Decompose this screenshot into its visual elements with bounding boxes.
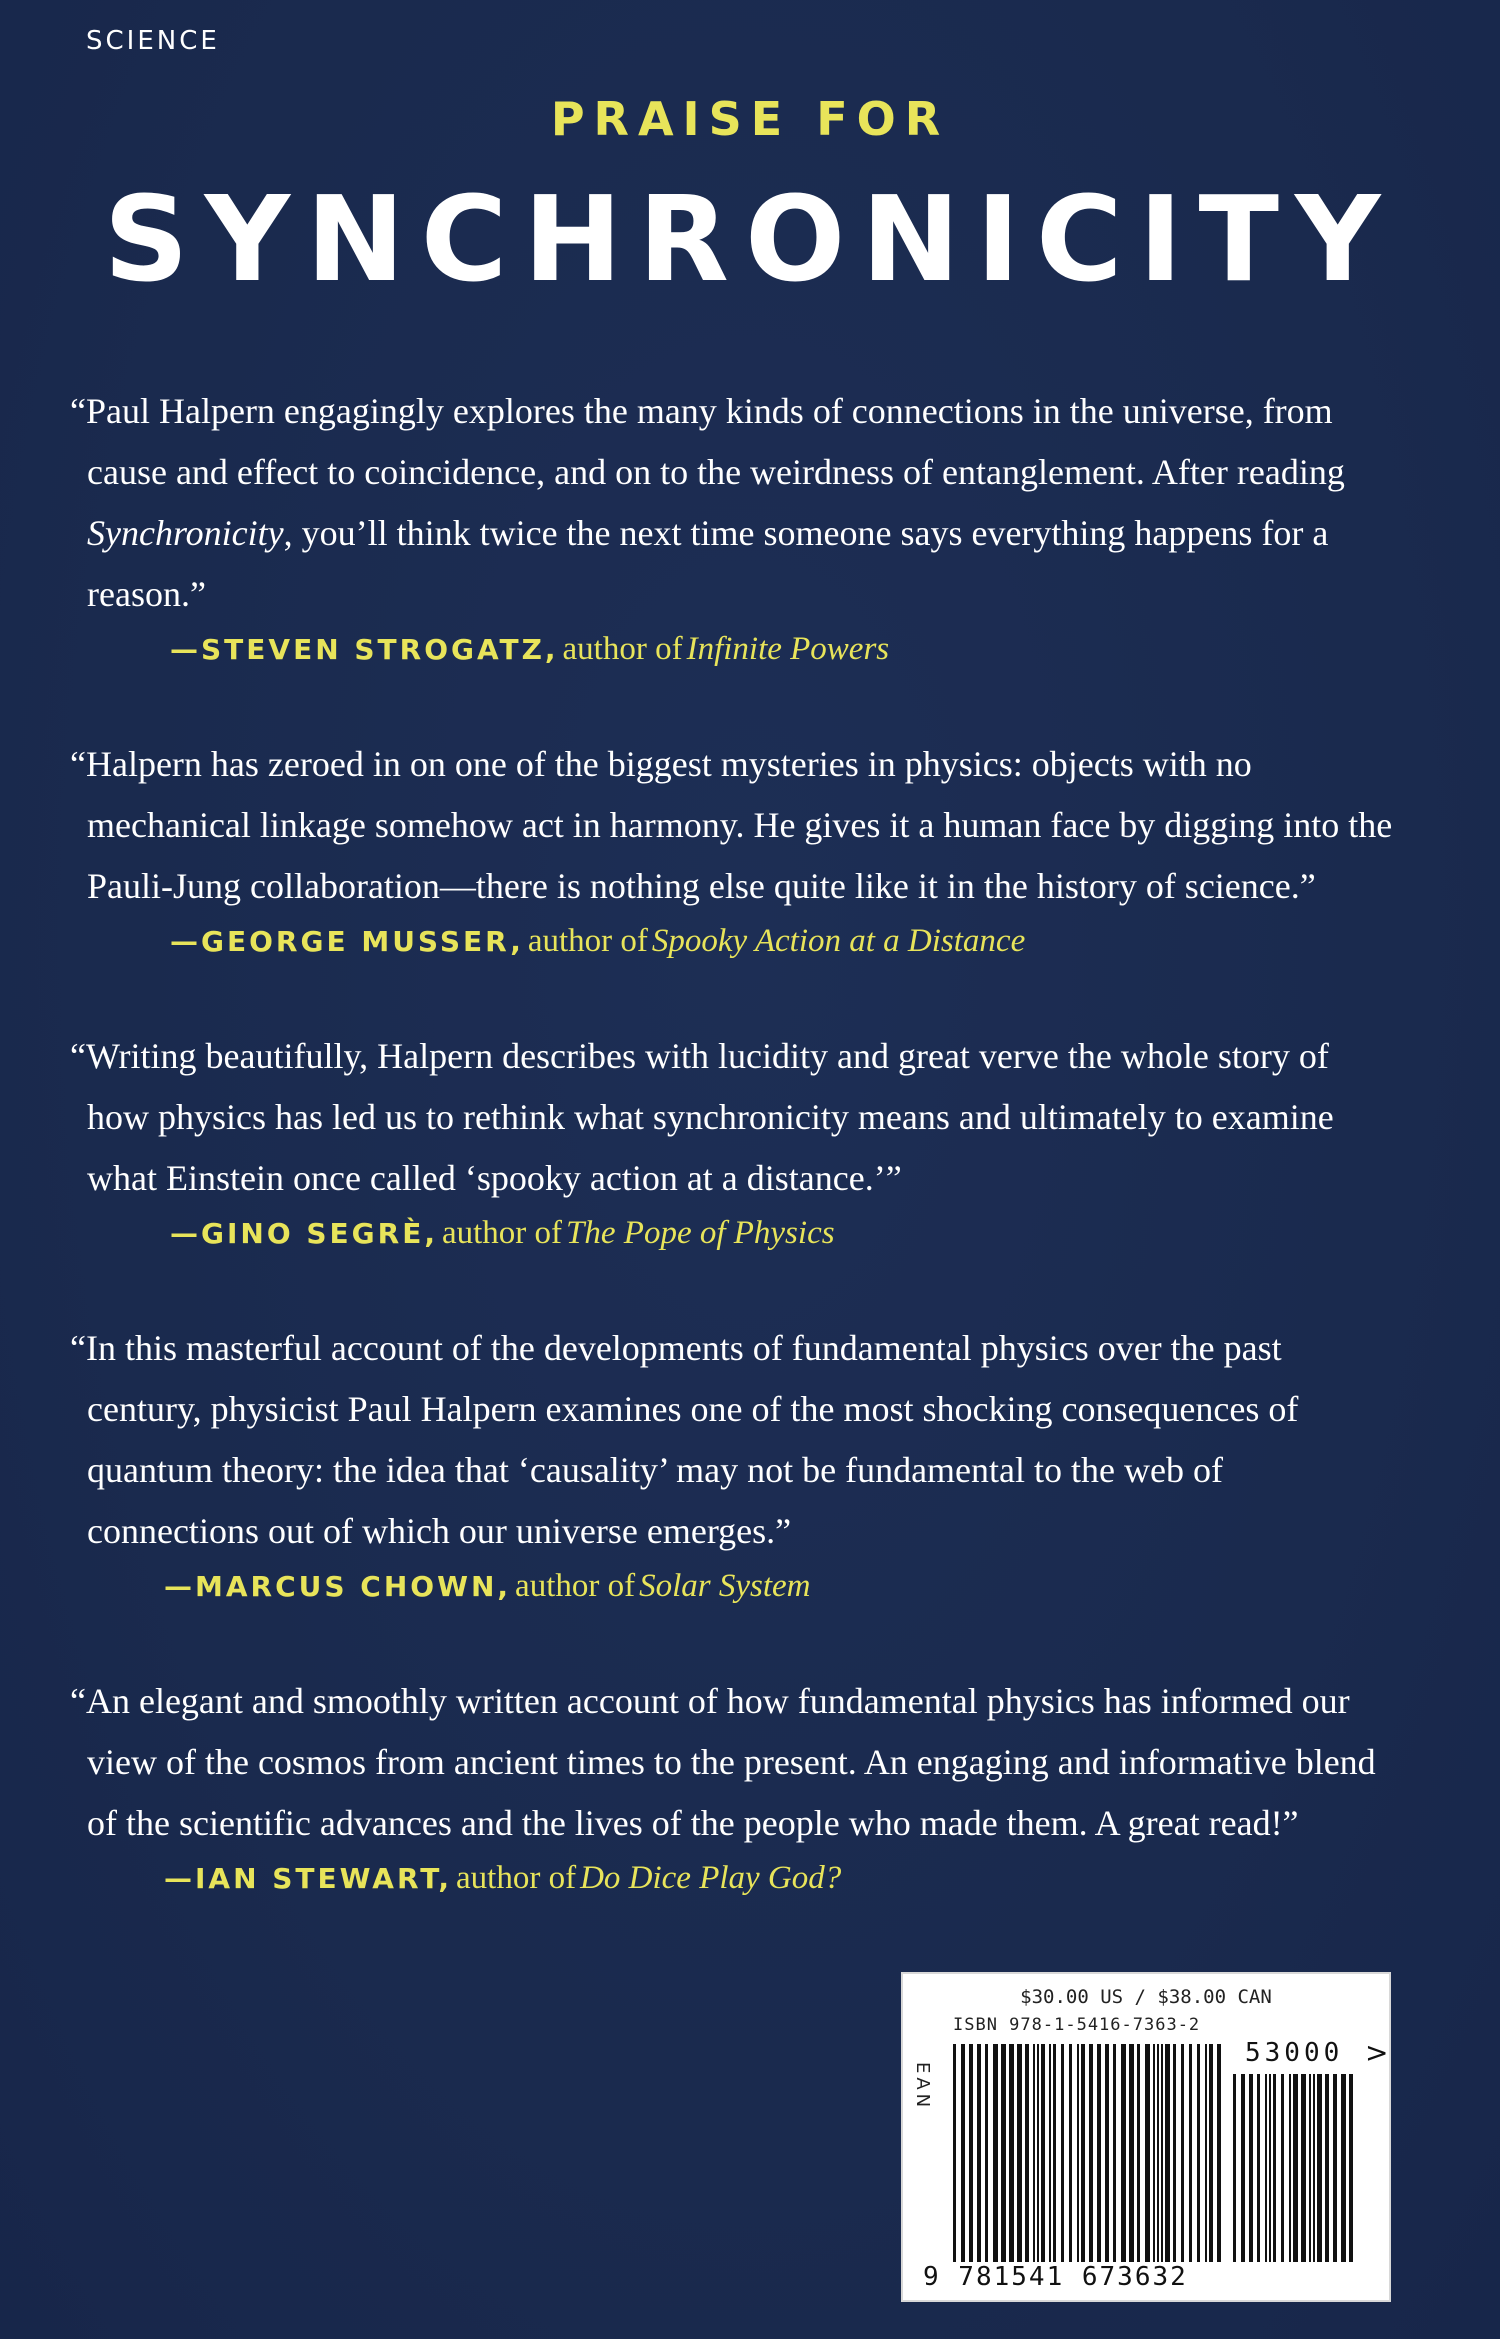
barcode-bar: [1137, 2044, 1140, 2262]
barcode-bar: [1301, 2074, 1306, 2262]
blurb-author-of: author of: [562, 631, 683, 667]
barcode-bar: [1165, 2044, 1170, 2262]
barcode-bar: [1077, 2044, 1079, 2262]
barcode-bar: [1153, 2044, 1155, 2262]
category-label: SCIENCE: [86, 26, 220, 56]
blurb-5: [70, 1671, 1395, 1906]
barcode-bar: [1069, 2044, 1072, 2262]
barcode-bar: [1173, 2044, 1176, 2262]
blurb-quote: “Writing beautifully, Halpern describes with lucidity and great verve the whole story of how physics has led us to rethink what synchronicity means and ultimately to examine what Einstein once called ‘spooky action at a distance.’”: [70, 1036, 1334, 1198]
barcode-bar: [1025, 2044, 1029, 2262]
barcode-bar: [1081, 2044, 1085, 2262]
blurb-author-of: author of: [515, 1568, 636, 1604]
addon-barcode: [1233, 2074, 1353, 2262]
blurb-quote: “Halpern has zeroed in on one of the biggest mysteries in physics: objects with no mechanical linkage somehow act in harmony. He gives it a human face by digging into the Pauli-Jung collaboration—there is nothing else quite like it in the history of science.”: [70, 744, 1393, 906]
blurb-author-of: author of: [456, 1860, 577, 1896]
barcode-bar: [1273, 2074, 1276, 2262]
barcode-bar: [969, 2044, 973, 2262]
barcode-bar: [1157, 2044, 1159, 2262]
barcode-bar: [1209, 2044, 1213, 2262]
barcode-bar: [1249, 2074, 1253, 2262]
barcode-bar: [1049, 2044, 1051, 2262]
barcode-bar: [1161, 2044, 1163, 2262]
ean-barcode: [953, 2044, 1223, 2262]
addon-digits: 53000: [1245, 2038, 1344, 2068]
blurb-book-title: The Pope of Physics: [566, 1215, 835, 1251]
blurb-4: [70, 1318, 1395, 1614]
blurb-author-name: —GINO SEGRÈ,: [170, 1217, 438, 1250]
barcode-bar: [1325, 2074, 1329, 2262]
barcode-bar: [1181, 2044, 1184, 2262]
blurb-book-title: Infinite Powers: [686, 631, 890, 667]
barcode-bar: [1113, 2044, 1116, 2262]
blurb-author-of: author of: [527, 923, 648, 959]
blurb-attribution: [70, 919, 1395, 969]
book-title: SYNCHRONICITY: [103, 170, 1397, 308]
isbn-label: ISBN 978-1-5416-7363-2: [953, 2015, 1201, 2035]
barcode-bar: [1341, 2074, 1346, 2262]
blurb-quote: “An elegant and smoothly written account of how fundamental physics has informed our view of the cosmos from ancient times to the present. An engaging and informative blend of the scientific advances and the lives of the people who made them. A great read!”: [70, 1681, 1376, 1843]
barcode-bar: [1281, 2074, 1284, 2262]
barcode-bar: [1265, 2074, 1267, 2262]
barcode-bar: [1313, 2074, 1315, 2262]
blurb-author-of: author of: [441, 1215, 563, 1251]
barcode-bar: [1061, 2044, 1064, 2262]
blurb-author-name: —GEORGE MUSSER,: [170, 925, 524, 958]
barcode-bar: [1233, 2074, 1236, 2262]
blurb-attribution: [70, 627, 1395, 677]
barcode-bar: [1349, 2074, 1353, 2262]
barcode-bar: [1009, 2044, 1014, 2262]
blurb-quote: “In this masterful account of the developments of fundamental physics over the past century, physicist Paul Halpern examines one of the most shocking consequences of quantum theory: the idea that ‘causality’ may not be fundamental to the web of connections out of which our universe emerges.”: [70, 1328, 1299, 1551]
barcode-bar: [1121, 2044, 1126, 2262]
barcode-bar: [953, 2044, 956, 2262]
barcode-bar: [1289, 2074, 1291, 2262]
chevron-right-icon: >: [1365, 2036, 1389, 2069]
blurb-author-name: —STEVEN STROGATZ,: [170, 633, 559, 666]
barcode-bar: [1001, 2044, 1006, 2262]
blurb-book-title: Spooky Action at a Distance: [651, 923, 1026, 959]
barcode-bar: [1089, 2044, 1093, 2262]
blurb-author-name: —MARCUS CHOWN,: [164, 1570, 512, 1603]
barcode-bar: [1105, 2044, 1109, 2262]
blurb-attribution: [70, 1211, 1395, 1261]
barcode-bar: [1217, 2044, 1221, 2262]
barcode-bar: [1257, 2074, 1260, 2262]
barcode-bar: [1293, 2074, 1298, 2262]
barcode-bar: [1097, 2044, 1101, 2262]
blurb-attribution: [70, 1856, 1395, 1906]
barcode-box: [901, 1972, 1391, 2302]
barcode-bar: [985, 2044, 988, 2262]
ean-label: EAN: [912, 2062, 933, 2112]
ean-digits: 9 781541 673632: [923, 2262, 1188, 2292]
praise-for-heading: PRAISE FOR: [550, 92, 950, 146]
price-label: $30.00 US / $38.00 CAN: [1020, 1986, 1272, 2008]
barcode-bar: [1145, 2044, 1150, 2262]
blurb-2: [70, 734, 1395, 969]
barcode-bar: [1041, 2044, 1045, 2262]
barcode-bar: [993, 2044, 998, 2262]
barcode-bar: [1317, 2074, 1322, 2262]
barcode-bar: [1309, 2074, 1311, 2262]
barcode-bar: [961, 2044, 965, 2262]
barcode-bar: [1205, 2044, 1207, 2262]
barcode-bar: [1333, 2074, 1337, 2262]
blurb-attribution: [70, 1564, 1395, 1614]
blurb-quote: “Paul Halpern engagingly explores the many kinds of connections in the universe, from cause and effect to coincidence, and on to the weirdness of entanglement. After reading Synchronicity, you’ll think twice the next time someone says everything happens for a reason.”: [70, 391, 1345, 614]
barcode-bar: [1189, 2044, 1192, 2262]
barcode-bar: [1241, 2074, 1245, 2262]
barcode-bar: [1197, 2044, 1200, 2262]
barcode-bar: [1129, 2044, 1134, 2262]
barcode-bar: [1269, 2074, 1271, 2262]
blurb-3: [70, 1026, 1395, 1261]
barcode-bar: [977, 2044, 981, 2262]
blurb-author-name: —IAN STEWART,: [164, 1862, 453, 1895]
blurb-1: [70, 381, 1395, 677]
barcode-bar: [1037, 2044, 1039, 2262]
barcode-bar: [1053, 2044, 1056, 2262]
blurb-book-title: Solar System: [639, 1568, 811, 1604]
barcode-bar: [1033, 2044, 1035, 2262]
barcode-bar: [1017, 2044, 1022, 2262]
blurb-book-title: Do Dice Play God?: [580, 1860, 842, 1896]
